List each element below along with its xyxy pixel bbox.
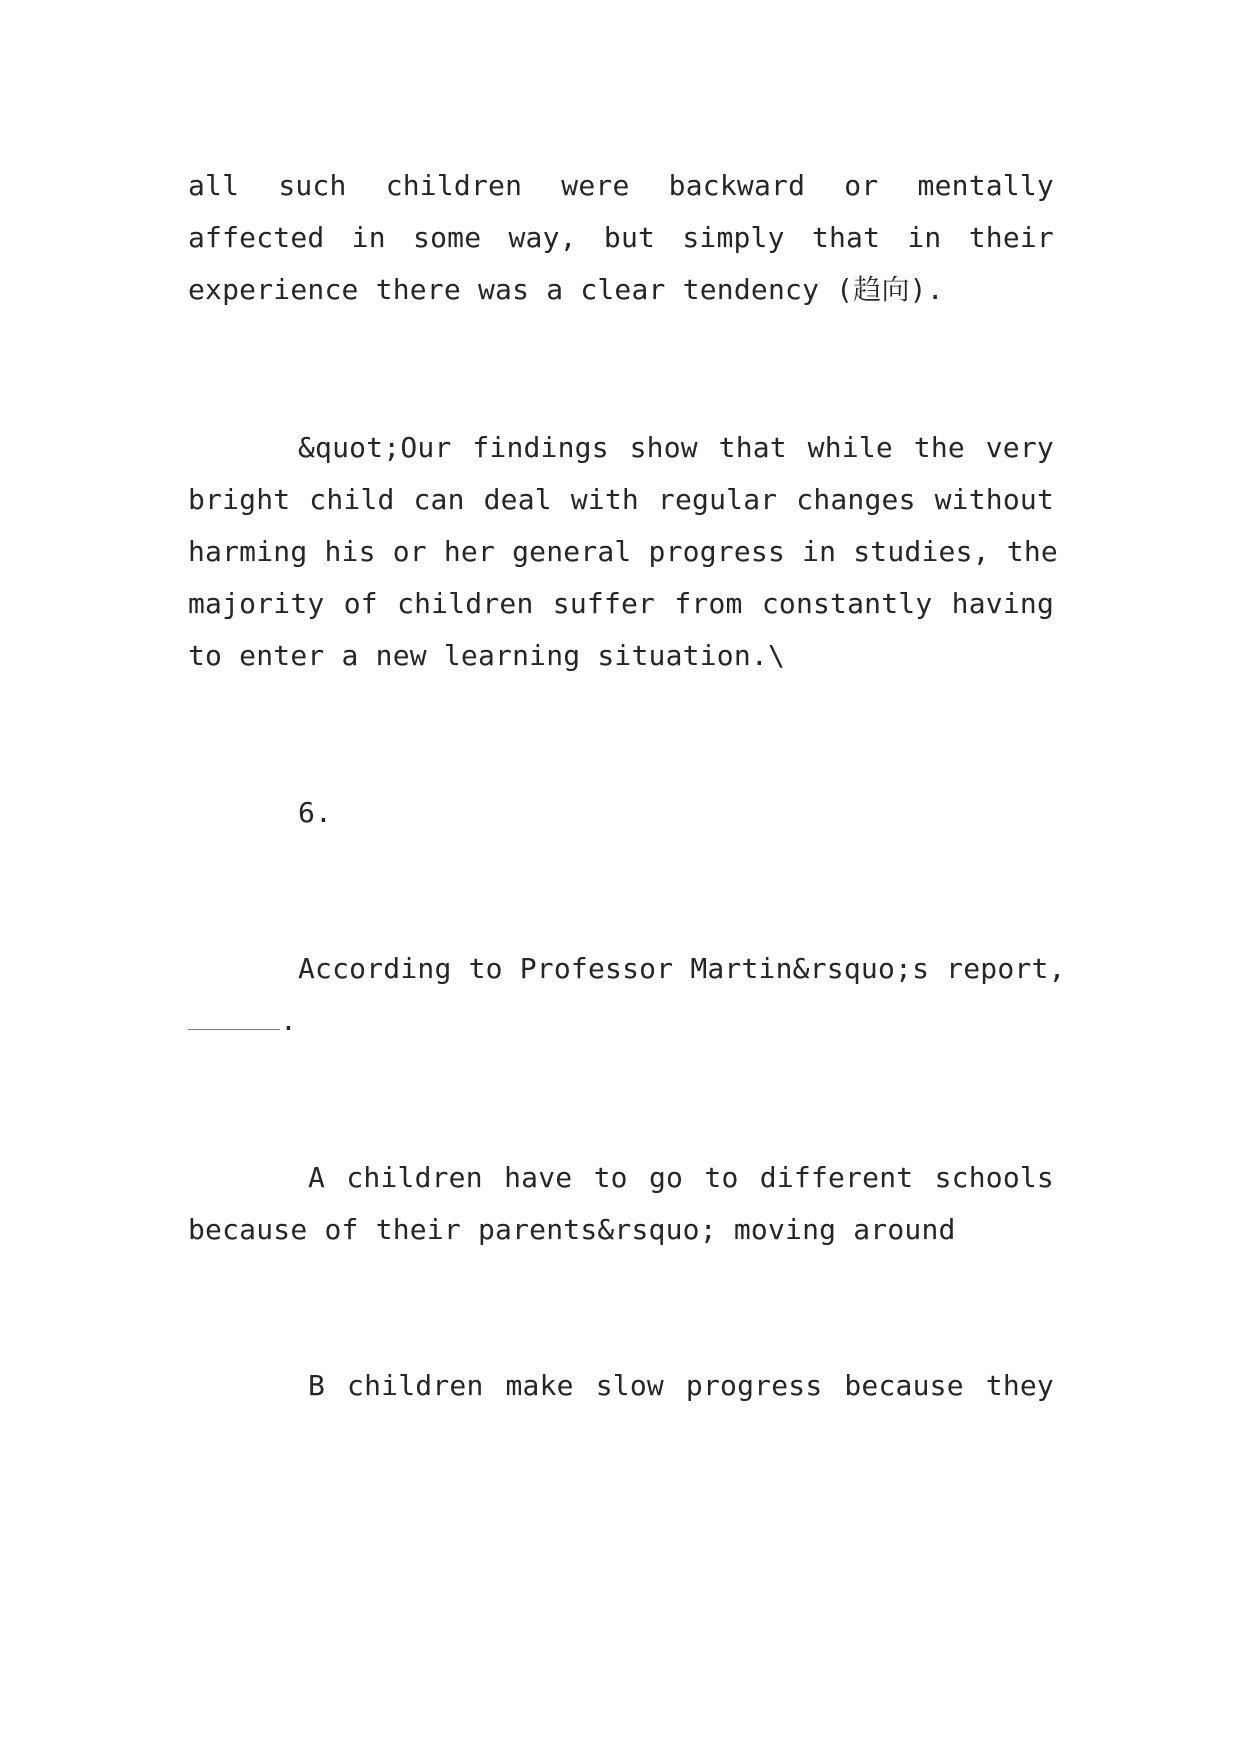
paragraph-1-line-3: experience there was a clear tendency (趋向). (188, 273, 944, 306)
paragraph-2-line-2: bright child can deal with regular changes without (188, 483, 1054, 516)
paragraph-2-line-4: majority of children suffer from constantly having (188, 587, 1054, 620)
option-a-line-2: because of their parents&rsquo; moving around (188, 1213, 956, 1246)
answer-blank (188, 1005, 280, 1030)
answer-blank-line (188, 1001, 1054, 1041)
paragraph-1-line-2: affected in some way, but simply that in their (188, 221, 1054, 254)
question-stem: According to Professor Martin&rsquo;s report, (298, 952, 1066, 985)
paragraph-2-line-5: to enter a new learning situation.\ (188, 639, 786, 672)
option-b-line-1: B children make slow progress because they (308, 1369, 1054, 1402)
option-a-line-1: A children have to go to different schools (308, 1161, 1054, 1194)
answer-blank-period: . (280, 1004, 298, 1037)
paragraph-2-line-1: &quot;Our findings show that while the very (298, 431, 1054, 464)
paragraph-2-line-3: harming his or her general progress in studies, the (188, 535, 1058, 568)
question-number: 6. (298, 796, 333, 829)
paragraph-1-line-1: all such children were backward or mentally (188, 169, 1054, 202)
